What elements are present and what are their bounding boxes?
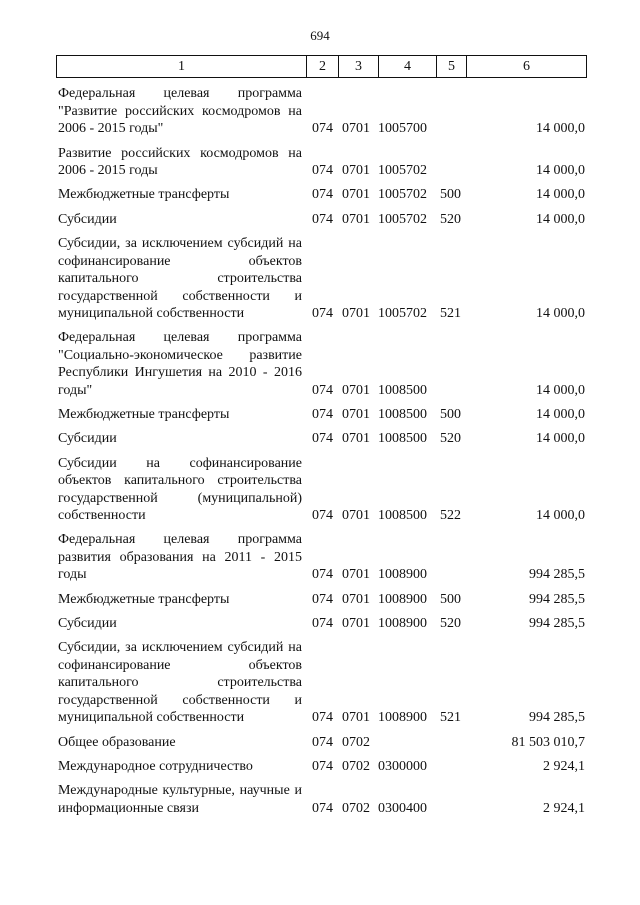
row-col-6: 81 503 010,7 — [511, 734, 585, 750]
row-col-4: 1005700 — [378, 121, 427, 137]
table-row — [56, 232, 586, 326]
row-name: Субсидии — [58, 431, 117, 447]
table-header — [56, 55, 587, 78]
row-col-2: 074 — [312, 567, 333, 583]
row-col-4: 1005702 — [378, 211, 427, 227]
row-col-2: 074 — [312, 508, 333, 524]
row-name: Субсидии на софинансирование объектов капитального строительства государственной (муниципальной) собственности — [58, 455, 302, 524]
table-row — [56, 779, 586, 821]
column-header-4: 4 — [379, 56, 437, 78]
row-name: Международное сотрудничество — [58, 758, 253, 774]
row-col-4: 1008500 — [378, 508, 427, 524]
row-col-4: 1008900 — [378, 591, 427, 607]
row-col-2: 074 — [312, 615, 333, 631]
row-col-5 — [436, 82, 466, 141]
row-name: Межбюджетные трансферты — [58, 591, 230, 607]
table-row — [56, 183, 586, 207]
row-col-5: 500 — [440, 591, 461, 607]
row-col-2: 074 — [312, 187, 333, 203]
table-body — [56, 82, 586, 821]
table-row — [56, 207, 586, 231]
row-col-3: 0701 — [342, 591, 370, 607]
row-col-5 — [436, 779, 466, 821]
table-row — [56, 587, 586, 611]
table-row — [56, 451, 586, 528]
row-col-3: 0701 — [342, 211, 370, 227]
row-col-6: 14 000,0 — [536, 121, 585, 137]
row-col-3: 0701 — [342, 567, 370, 583]
row-col-3: 0701 — [342, 508, 370, 524]
row-col-6: 994 285,5 — [529, 615, 585, 631]
row-col-4: 1008900 — [378, 710, 427, 726]
row-col-3: 0701 — [342, 710, 370, 726]
row-col-3: 0701 — [342, 121, 370, 137]
row-col-5 — [436, 754, 466, 778]
column-header-6: 6 — [467, 56, 587, 78]
row-col-6: 994 285,5 — [529, 567, 585, 583]
row-col-4: 1008500 — [378, 431, 427, 447]
row-col-6: 2 924,1 — [543, 800, 585, 816]
table-row — [56, 612, 586, 636]
row-col-3: 0702 — [342, 758, 370, 774]
column-header-3: 3 — [339, 56, 379, 78]
column-header-1: 1 — [57, 56, 307, 78]
row-col-5 — [436, 730, 466, 754]
row-col-2: 074 — [312, 431, 333, 447]
row-col-3: 0701 — [342, 431, 370, 447]
row-name: Развитие российских космодромов на 2006 - 2015 годы — [58, 145, 302, 179]
row-name: Федеральная целевая программа "Социально-экономическое развитие Республики Ингушетия на 2010 - 2016 годы" — [58, 330, 302, 398]
row-col-5: 522 — [440, 508, 461, 524]
table-row — [56, 326, 586, 403]
row-col-5 — [436, 141, 466, 183]
row-col-6: 14 000,0 — [536, 382, 585, 398]
row-col-2: 074 — [312, 591, 333, 607]
row-col-3: 0701 — [342, 187, 370, 203]
column-header-2: 2 — [307, 56, 339, 78]
row-name: Субсидии, за исключением субсидий на софинансирование объектов капитального строительства государственной собственности и муниципальной собственности — [58, 640, 302, 726]
row-col-5 — [436, 528, 466, 587]
row-col-4 — [378, 730, 436, 754]
row-col-4: 1008900 — [378, 567, 427, 583]
row-col-5: 500 — [440, 407, 461, 423]
row-col-5: 520 — [440, 211, 461, 227]
row-col-2: 074 — [312, 382, 333, 398]
table-row — [56, 82, 586, 141]
row-col-3: 0701 — [342, 163, 370, 179]
row-col-5: 520 — [440, 615, 461, 631]
row-col-5: 520 — [440, 431, 461, 447]
row-col-6: 14 000,0 — [536, 211, 585, 227]
row-col-2: 074 — [312, 734, 333, 750]
row-col-2: 074 — [312, 758, 333, 774]
row-name: Субсидии — [58, 211, 117, 227]
column-header-5: 5 — [437, 56, 467, 78]
row-col-4: 1005702 — [378, 306, 427, 322]
page-number: 694 — [310, 28, 330, 43]
row-col-3: 0701 — [342, 615, 370, 631]
row-col-6: 14 000,0 — [536, 508, 585, 524]
row-col-3: 0702 — [342, 800, 370, 816]
row-col-5: 521 — [440, 710, 461, 726]
row-col-3: 0702 — [342, 734, 370, 750]
row-name: Межбюджетные трансферты — [58, 407, 230, 423]
row-name: Субсидии, за исключением субсидий на софинансирование объектов капитального строительства государственной собственности и муниципальной собственности — [58, 236, 302, 322]
row-name: Общее образование — [58, 734, 176, 750]
table-row — [56, 141, 586, 183]
row-col-6: 14 000,0 — [536, 187, 585, 203]
table-row — [56, 528, 586, 587]
row-col-4: 1008900 — [378, 615, 427, 631]
row-col-6: 14 000,0 — [536, 306, 585, 322]
row-col-3: 0701 — [342, 382, 370, 398]
row-col-5: 500 — [440, 187, 461, 203]
row-col-2: 074 — [312, 306, 333, 322]
table-row — [56, 754, 586, 778]
row-col-4: 1008500 — [378, 382, 427, 398]
row-name: Федеральная целевая программа развития образования на 2011 - 2015 годы — [58, 532, 302, 583]
row-col-2: 074 — [312, 211, 333, 227]
row-col-4: 1005702 — [378, 187, 427, 203]
row-col-2: 074 — [312, 121, 333, 137]
row-name: Международные культурные, научные и информационные связи — [58, 783, 302, 816]
row-col-4: 1008500 — [378, 407, 427, 423]
row-name: Федеральная целевая программа "Развитие российских космодромов на 2006 - 2015 годы" — [58, 86, 302, 137]
row-col-6: 14 000,0 — [536, 431, 585, 447]
row-col-3: 0701 — [342, 407, 370, 423]
row-col-6: 994 285,5 — [529, 591, 585, 607]
row-name: Субсидии — [58, 615, 117, 631]
row-col-6: 994 285,5 — [529, 710, 585, 726]
row-col-2: 074 — [312, 800, 333, 816]
row-col-2: 074 — [312, 407, 333, 423]
row-col-4: 1005702 — [378, 163, 427, 179]
table-row — [56, 636, 586, 730]
row-col-2: 074 — [312, 163, 333, 179]
row-col-6: 14 000,0 — [536, 407, 585, 423]
table-row — [56, 427, 586, 451]
row-col-5: 521 — [440, 306, 461, 322]
row-col-3: 0701 — [342, 306, 370, 322]
row-col-5 — [436, 326, 466, 403]
budget-table — [56, 82, 586, 821]
row-col-6: 2 924,1 — [543, 758, 585, 774]
row-name: Межбюджетные трансферты — [58, 187, 230, 203]
table-row — [56, 403, 586, 427]
row-col-2: 074 — [312, 710, 333, 726]
row-col-4: 0300400 — [378, 800, 427, 816]
row-col-4: 0300000 — [378, 758, 427, 774]
row-col-6: 14 000,0 — [536, 163, 585, 179]
table-row — [56, 730, 586, 754]
